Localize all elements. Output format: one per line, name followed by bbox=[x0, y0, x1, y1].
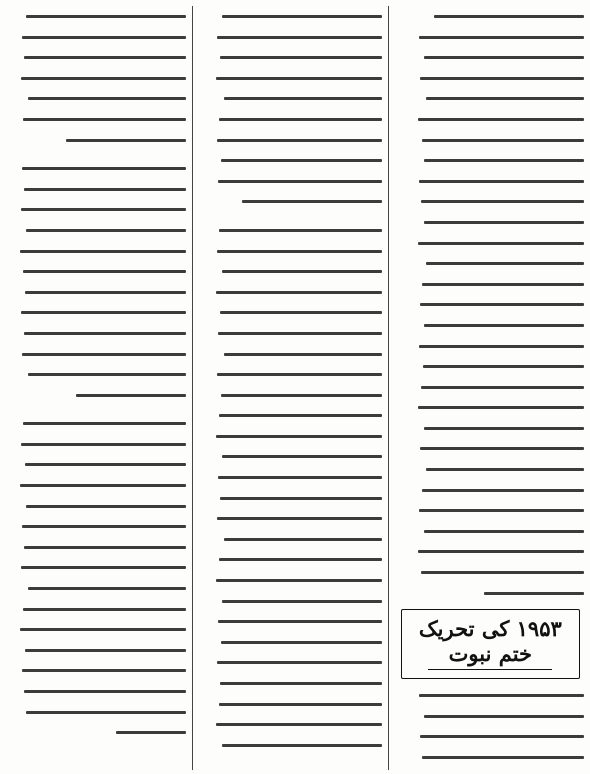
text-line bbox=[201, 68, 381, 89]
illegible-text-placeholder bbox=[24, 332, 186, 335]
text-line bbox=[201, 282, 381, 303]
illegible-text-placeholder bbox=[23, 118, 186, 121]
text-line bbox=[397, 583, 584, 604]
illegible-text-placeholder bbox=[24, 690, 186, 693]
text-line bbox=[397, 377, 584, 398]
section-headline: ۱۹۵۳ کی تحریک ختم نبوت bbox=[418, 616, 562, 667]
text-line bbox=[6, 109, 186, 130]
text-line bbox=[397, 109, 584, 130]
illegible-text-placeholder bbox=[422, 489, 584, 492]
illegible-text-placeholder bbox=[21, 566, 186, 569]
text-line bbox=[6, 47, 186, 68]
illegible-text-placeholder bbox=[222, 270, 382, 273]
text-line bbox=[397, 212, 584, 233]
text-line bbox=[201, 88, 381, 109]
text-line bbox=[6, 599, 186, 620]
text-line bbox=[397, 706, 584, 727]
text-line bbox=[397, 27, 584, 48]
column-left bbox=[6, 6, 193, 770]
illegible-text-placeholder bbox=[426, 262, 584, 265]
text-line bbox=[6, 702, 186, 723]
illegible-text-placeholder bbox=[220, 682, 382, 685]
illegible-text-placeholder bbox=[218, 476, 382, 479]
text-line bbox=[397, 68, 584, 89]
text-line bbox=[397, 130, 584, 151]
text-line bbox=[397, 438, 584, 459]
text-line bbox=[6, 261, 186, 282]
illegible-text-placeholder bbox=[22, 669, 186, 672]
text-line bbox=[201, 549, 381, 570]
illegible-text-placeholder bbox=[216, 579, 382, 582]
illegible-text-placeholder bbox=[421, 200, 584, 203]
illegible-text-placeholder bbox=[219, 558, 382, 561]
illegible-text-placeholder bbox=[25, 463, 186, 466]
illegible-text-placeholder bbox=[219, 414, 382, 417]
text-line bbox=[6, 619, 186, 640]
text-line bbox=[397, 500, 584, 521]
illegible-text-placeholder bbox=[22, 525, 186, 528]
illegible-text-placeholder bbox=[419, 694, 584, 697]
text-line bbox=[397, 521, 584, 542]
text-line bbox=[397, 336, 584, 357]
text-line bbox=[6, 681, 186, 702]
illegible-text-placeholder bbox=[217, 373, 382, 376]
illegible-text-placeholder bbox=[224, 538, 382, 541]
illegible-text-placeholder bbox=[419, 345, 584, 348]
text-line bbox=[397, 726, 584, 747]
illegible-text-placeholder bbox=[25, 649, 186, 652]
illegible-text-placeholder bbox=[26, 229, 186, 232]
illegible-text-placeholder bbox=[418, 242, 584, 245]
illegible-text-placeholder bbox=[418, 550, 584, 553]
illegible-text-placeholder bbox=[217, 250, 382, 253]
illegible-text-placeholder bbox=[26, 505, 186, 508]
text-line bbox=[201, 611, 381, 632]
illegible-text-placeholder bbox=[423, 365, 584, 368]
text-line bbox=[201, 385, 381, 406]
illegible-text-placeholder bbox=[419, 509, 584, 512]
text-line bbox=[201, 591, 381, 612]
illegible-text-placeholder bbox=[28, 587, 186, 590]
illegible-text-placeholder bbox=[220, 56, 382, 59]
text-line bbox=[6, 364, 186, 385]
illegible-text-placeholder bbox=[434, 15, 584, 18]
text-line bbox=[201, 488, 381, 509]
illegible-text-placeholder bbox=[20, 484, 186, 487]
illegible-text-placeholder bbox=[23, 608, 186, 611]
text-line bbox=[397, 562, 584, 583]
illegible-text-placeholder bbox=[221, 641, 382, 644]
illegible-text-placeholder bbox=[424, 56, 584, 59]
text-line bbox=[6, 660, 186, 681]
illegible-text-placeholder bbox=[419, 180, 584, 183]
illegible-text-placeholder bbox=[26, 15, 186, 18]
text-line bbox=[201, 150, 381, 171]
text-line bbox=[201, 673, 381, 694]
illegible-text-placeholder bbox=[22, 167, 186, 170]
text-line bbox=[201, 191, 381, 212]
illegible-text-placeholder bbox=[418, 406, 584, 409]
text-line bbox=[201, 694, 381, 715]
text-line bbox=[201, 446, 381, 467]
text-line bbox=[201, 6, 381, 27]
illegible-text-placeholder bbox=[28, 97, 186, 100]
text-line bbox=[201, 47, 381, 68]
illegible-text-placeholder bbox=[116, 731, 186, 734]
text-line bbox=[6, 344, 186, 365]
text-line bbox=[6, 385, 186, 406]
illegible-text-placeholder bbox=[426, 468, 584, 471]
text-line bbox=[6, 27, 186, 48]
text-line bbox=[397, 480, 584, 501]
text-line bbox=[6, 220, 186, 241]
illegible-text-placeholder bbox=[216, 723, 382, 726]
illegible-text-placeholder bbox=[424, 324, 584, 327]
text-line bbox=[6, 130, 186, 151]
illegible-text-placeholder bbox=[22, 353, 186, 356]
text-line bbox=[201, 130, 381, 151]
illegible-text-placeholder bbox=[219, 118, 382, 121]
illegible-text-placeholder bbox=[218, 332, 382, 335]
illegible-text-placeholder bbox=[421, 386, 584, 389]
text-line bbox=[397, 6, 584, 27]
text-line bbox=[201, 426, 381, 447]
illegible-text-placeholder bbox=[421, 571, 584, 574]
text-line bbox=[6, 434, 186, 455]
illegible-text-placeholder bbox=[23, 422, 186, 425]
text-line bbox=[397, 274, 584, 295]
illegible-text-placeholder bbox=[24, 56, 186, 59]
text-line bbox=[6, 179, 186, 200]
text-line bbox=[201, 632, 381, 653]
illegible-text-placeholder bbox=[20, 628, 186, 631]
illegible-text-placeholder bbox=[424, 715, 584, 718]
text-line bbox=[397, 768, 584, 770]
illegible-text-placeholder bbox=[66, 139, 186, 142]
text-line bbox=[397, 233, 584, 254]
text-line bbox=[201, 302, 381, 323]
headline-underline bbox=[428, 669, 552, 670]
illegible-text-placeholder bbox=[28, 373, 186, 376]
illegible-text-placeholder bbox=[224, 97, 382, 100]
illegible-text-placeholder bbox=[216, 291, 382, 294]
illegible-text-placeholder bbox=[76, 394, 186, 397]
text-line bbox=[397, 315, 584, 336]
illegible-text-placeholder bbox=[420, 735, 584, 738]
text-line bbox=[6, 578, 186, 599]
text-line bbox=[6, 282, 186, 303]
paragraph-gap bbox=[201, 212, 381, 220]
illegible-text-placeholder bbox=[25, 291, 186, 294]
text-line bbox=[397, 171, 584, 192]
illegible-text-placeholder bbox=[21, 443, 186, 446]
paragraph-gap bbox=[6, 405, 186, 413]
text-line bbox=[201, 405, 381, 426]
illegible-text-placeholder bbox=[242, 200, 382, 203]
illegible-text-placeholder bbox=[420, 303, 584, 306]
text-line bbox=[6, 454, 186, 475]
text-line bbox=[201, 171, 381, 192]
illegible-text-placeholder bbox=[21, 311, 186, 314]
illegible-text-placeholder bbox=[424, 427, 584, 430]
text-line bbox=[397, 253, 584, 274]
illegible-text-placeholder bbox=[222, 15, 382, 18]
text-line bbox=[397, 685, 584, 706]
text-line bbox=[6, 199, 186, 220]
illegible-text-placeholder bbox=[24, 188, 186, 191]
illegible-text-placeholder bbox=[217, 517, 382, 520]
illegible-text-placeholder bbox=[222, 744, 382, 747]
illegible-text-placeholder bbox=[219, 703, 382, 706]
text-line bbox=[6, 722, 186, 743]
text-line bbox=[6, 496, 186, 517]
text-line bbox=[201, 735, 381, 756]
illegible-text-placeholder bbox=[217, 139, 382, 142]
illegible-text-placeholder bbox=[224, 353, 382, 356]
text-line bbox=[6, 537, 186, 558]
text-line bbox=[6, 68, 186, 89]
illegible-text-placeholder bbox=[422, 756, 584, 759]
text-line bbox=[397, 191, 584, 212]
text-line bbox=[201, 529, 381, 550]
illegible-text-placeholder bbox=[484, 592, 584, 595]
text-line bbox=[6, 516, 186, 537]
text-line bbox=[397, 294, 584, 315]
text-line bbox=[397, 397, 584, 418]
illegible-text-placeholder bbox=[419, 36, 584, 39]
text-line bbox=[6, 241, 186, 262]
text-line bbox=[201, 652, 381, 673]
illegible-text-placeholder bbox=[217, 661, 382, 664]
text-line bbox=[6, 6, 186, 27]
text-line bbox=[201, 27, 381, 48]
illegible-text-placeholder bbox=[24, 546, 186, 549]
text-line bbox=[397, 150, 584, 171]
illegible-text-placeholder bbox=[21, 208, 186, 211]
text-line bbox=[6, 323, 186, 344]
illegible-text-placeholder bbox=[221, 394, 382, 397]
text-line bbox=[201, 323, 381, 344]
text-line bbox=[201, 508, 381, 529]
illegible-text-placeholder bbox=[424, 221, 584, 224]
illegible-text-placeholder bbox=[422, 283, 584, 286]
illegible-text-placeholder bbox=[222, 600, 382, 603]
illegible-text-placeholder bbox=[217, 36, 382, 39]
illegible-text-placeholder bbox=[219, 229, 382, 232]
illegible-text-placeholder bbox=[216, 77, 382, 80]
text-line bbox=[6, 158, 186, 179]
illegible-text-placeholder bbox=[422, 139, 584, 142]
text-line bbox=[201, 241, 381, 262]
illegible-text-placeholder bbox=[420, 447, 584, 450]
text-line bbox=[201, 467, 381, 488]
illegible-text-placeholder bbox=[220, 497, 382, 500]
text-line bbox=[6, 413, 186, 434]
illegible-text-placeholder bbox=[220, 311, 382, 314]
illegible-text-placeholder bbox=[420, 77, 584, 80]
text-line bbox=[201, 570, 381, 591]
illegible-text-placeholder bbox=[424, 159, 584, 162]
section-headline-box bbox=[401, 609, 580, 679]
text-line bbox=[397, 47, 584, 68]
illegible-text-placeholder bbox=[216, 435, 382, 438]
text-line bbox=[397, 418, 584, 439]
illegible-text-placeholder bbox=[426, 97, 584, 100]
illegible-text-placeholder bbox=[424, 530, 584, 533]
illegible-text-placeholder bbox=[221, 159, 382, 162]
text-line bbox=[6, 302, 186, 323]
text-line bbox=[201, 344, 381, 365]
text-line bbox=[6, 557, 186, 578]
paragraph-gap bbox=[6, 150, 186, 158]
column-right bbox=[397, 6, 584, 770]
text-line bbox=[6, 88, 186, 109]
text-line bbox=[6, 475, 186, 496]
illegible-text-placeholder bbox=[20, 250, 186, 253]
text-line bbox=[397, 356, 584, 377]
text-line bbox=[397, 541, 584, 562]
text-line bbox=[201, 109, 381, 130]
illegible-text-placeholder bbox=[23, 270, 186, 273]
text-line bbox=[397, 88, 584, 109]
text-line bbox=[397, 459, 584, 480]
illegible-text-placeholder bbox=[21, 77, 186, 80]
column-middle bbox=[201, 6, 388, 770]
text-line bbox=[397, 747, 584, 768]
text-line bbox=[201, 261, 381, 282]
text-line bbox=[201, 364, 381, 385]
illegible-text-placeholder bbox=[218, 180, 382, 183]
text-line bbox=[201, 714, 381, 735]
text-line bbox=[6, 640, 186, 661]
illegible-text-placeholder bbox=[418, 118, 584, 121]
illegible-text-placeholder bbox=[26, 711, 186, 714]
illegible-text-placeholder bbox=[22, 36, 186, 39]
illegible-text-placeholder bbox=[222, 455, 382, 458]
illegible-text-placeholder bbox=[218, 620, 382, 623]
text-line bbox=[201, 220, 381, 241]
